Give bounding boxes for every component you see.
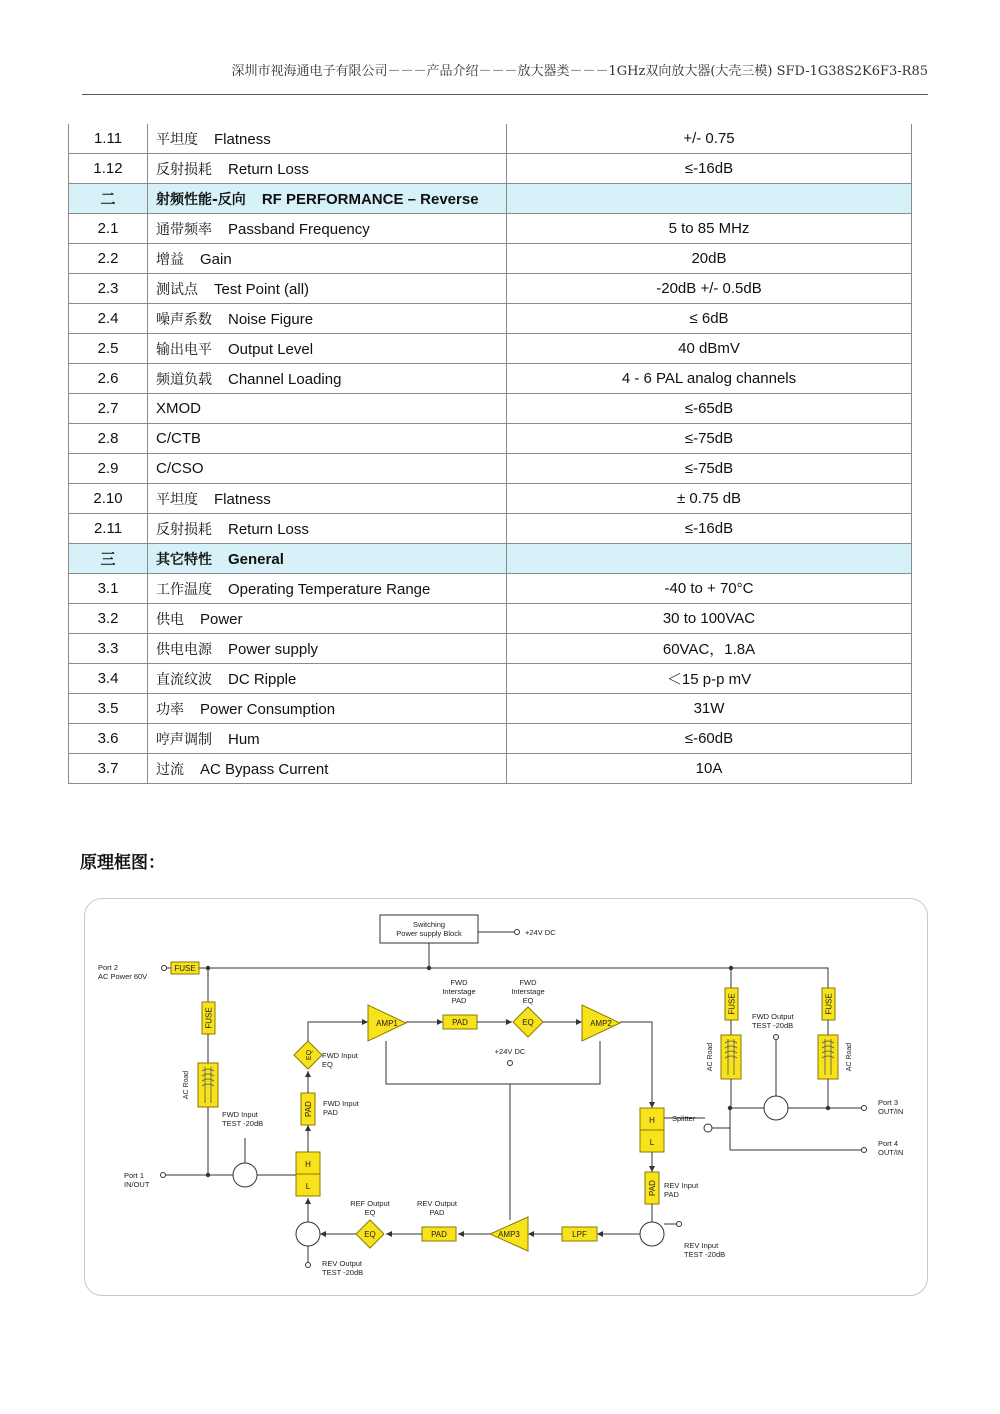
fwd-input-eq-label: EQ bbox=[306, 1049, 313, 1061]
port3-connector bbox=[862, 1106, 867, 1111]
fwd-interstage-eq-label: FWD bbox=[519, 978, 537, 987]
parameter-name-en: AC Bypass Current bbox=[200, 760, 329, 778]
splitter bbox=[704, 1124, 712, 1132]
page-header: 深圳市视海通电子有限公司－－－产品介绍－－－放大器类－－－1GHz双向放大器(大壳三模) SFD-1G38S2K6F3-R85 bbox=[231, 64, 928, 79]
rev-input-pad-label: REV Input bbox=[664, 1181, 699, 1190]
port1-label: Port 1 bbox=[124, 1171, 145, 1180]
parameter-name-en: General bbox=[228, 550, 284, 568]
parameter-name-en: Noise Figure bbox=[228, 310, 314, 328]
parameter-value: 4 - 6 PAL analog channels bbox=[507, 364, 912, 394]
parameter-value: ≤-16dB bbox=[507, 154, 912, 184]
amp1-label: AMP1 bbox=[376, 1019, 398, 1028]
parameter-value: ≤-65dB bbox=[507, 394, 912, 424]
parameter-value: 10A bbox=[507, 754, 912, 784]
row-number: 3.2 bbox=[69, 604, 148, 634]
parameter-value: 20dB bbox=[507, 244, 912, 274]
parameter-name-en: C/CSO bbox=[156, 460, 204, 477]
fwd-input-eq-label: EQ bbox=[322, 1060, 333, 1069]
fwd-output-test-coupler bbox=[764, 1096, 788, 1120]
diplexer-right-l-label: L bbox=[649, 1138, 655, 1147]
rev-input-test-label: REV Input bbox=[684, 1241, 719, 1250]
rev-input-test-port bbox=[677, 1222, 682, 1227]
row-number: 2.2 bbox=[69, 244, 148, 274]
rev-output-test-label: TEST -20dB bbox=[322, 1268, 364, 1277]
parameter-name-en: Flatness bbox=[214, 130, 271, 148]
dc-distribution-line bbox=[386, 1041, 600, 1084]
port3-label: OUT/IN bbox=[878, 1107, 904, 1116]
amp2-label: AMP2 bbox=[590, 1019, 612, 1028]
parameter-value: ≤-75dB bbox=[507, 424, 912, 454]
row-number: 2.8 bbox=[69, 424, 148, 454]
power-supply-label: Switching bbox=[412, 920, 446, 929]
port1-label: IN/OUT bbox=[124, 1180, 150, 1189]
row-number: 3.7 bbox=[69, 754, 148, 784]
fwd-path-line bbox=[308, 1022, 368, 1041]
port4-label: Port 4 bbox=[878, 1139, 899, 1148]
parameter-value: ≤ 6dB bbox=[507, 304, 912, 334]
parameter-name-zh: 射频性能-反向 bbox=[156, 191, 246, 208]
dc-24v-inner-label: +24V DC bbox=[494, 1047, 526, 1056]
row-number: 2.7 bbox=[69, 394, 148, 424]
fwd-input-test-label: TEST -20dB bbox=[222, 1119, 264, 1128]
fwd-input-pad-label: PAD bbox=[304, 1101, 313, 1117]
parameter-value: ≤-75dB bbox=[507, 454, 912, 484]
parameter-name-en: Return Loss bbox=[228, 520, 309, 538]
junction-dot bbox=[728, 1106, 732, 1110]
row-number: 2.11 bbox=[69, 514, 148, 544]
diplexer-left-h-label: H bbox=[305, 1160, 311, 1169]
parameter-name-en: Return Loss bbox=[228, 160, 309, 178]
rev-output-test-label: REV Output bbox=[322, 1259, 363, 1268]
fwd-interstage-pad-label: PAD bbox=[451, 996, 467, 1005]
parameter-name-zh: 功率 bbox=[156, 701, 184, 718]
parameter-name-zh: 测试点 bbox=[156, 281, 198, 298]
fuse-mid-label: FUSE bbox=[727, 993, 737, 1015]
parameter-name-zh: 供电电源 bbox=[156, 641, 212, 658]
ac-power-bus bbox=[199, 968, 828, 988]
row-number: 2.9 bbox=[69, 454, 148, 484]
row-number: 3.3 bbox=[69, 634, 148, 664]
row-number: 3.6 bbox=[69, 724, 148, 754]
ac-road-label-right: AC Road bbox=[846, 1042, 853, 1072]
ref-output-eq-label: REF Output bbox=[350, 1199, 390, 1208]
lpf-label: LPF bbox=[572, 1230, 587, 1239]
parameter-name-zh: 平坦度 bbox=[156, 131, 198, 148]
port3-label: Port 3 bbox=[878, 1098, 899, 1107]
fwd-interstage-eq-label: EQ bbox=[522, 996, 534, 1005]
parameter-name-zh: 通带频率 bbox=[156, 221, 212, 238]
parameter-name-zh: 哼声调制 bbox=[156, 731, 212, 748]
rev-input-pad-label: PAD bbox=[664, 1190, 679, 1199]
power-supply-label: Power supply Block bbox=[396, 929, 462, 938]
rev-output-test-coupler bbox=[296, 1222, 320, 1246]
parameter-value: 40 dBmV bbox=[507, 334, 912, 364]
row-number: 2.3 bbox=[69, 274, 148, 304]
parameter-name-zh: 工作温度 bbox=[156, 581, 212, 598]
rev-input-test-coupler bbox=[640, 1222, 664, 1246]
fwd-interstage-pad-label: Interstage bbox=[442, 987, 476, 996]
parameter-name-en: Operating Temperature Range bbox=[228, 580, 431, 598]
fwd-output-test-label: TEST -20dB bbox=[752, 1021, 794, 1030]
fuse-right-label: FUSE bbox=[824, 993, 834, 1015]
row-number: 1.12 bbox=[69, 154, 148, 184]
fwd-input-eq-label: FWD Input bbox=[322, 1051, 358, 1060]
splitter-label: Splitter bbox=[672, 1114, 696, 1123]
ac-road-coil-right bbox=[818, 1035, 838, 1079]
parameter-name-zh: 其它特性 bbox=[156, 551, 212, 568]
parameter-name-zh: 供电 bbox=[156, 611, 184, 628]
fwd-interstage-eq-label: Interstage bbox=[511, 987, 545, 996]
fwd-interstage-eq-label: EQ bbox=[522, 1018, 534, 1027]
parameter-name-zh: 噪声系数 bbox=[156, 311, 212, 328]
diagram-title: 原理框图： bbox=[80, 853, 165, 873]
row-number: 3.5 bbox=[69, 694, 148, 724]
parameter-name-en: Power Consumption bbox=[200, 700, 336, 718]
ref-output-eq-label: EQ bbox=[364, 1208, 376, 1217]
parameter-name-zh: 频道负载 bbox=[156, 371, 212, 388]
fwd-interstage-pad-label: FWD bbox=[450, 978, 468, 987]
parameter-name-en: DC Ripple bbox=[228, 670, 297, 688]
parameter-name-en: RF PERFORMANCE – Reverse bbox=[261, 190, 479, 208]
parameter-name-en: C/CTB bbox=[156, 430, 201, 447]
port4-connector bbox=[862, 1148, 867, 1153]
dc-24v-label: +24V DC bbox=[525, 928, 556, 937]
amp3-label: AMP3 bbox=[498, 1230, 520, 1239]
row-number: 三 bbox=[69, 544, 148, 574]
port4-label: OUT/IN bbox=[878, 1148, 904, 1157]
ac-road-label-mid: AC Road bbox=[707, 1042, 714, 1072]
port1-connector bbox=[161, 1173, 166, 1178]
fwd-input-pad-label: FWD Input bbox=[323, 1099, 359, 1108]
fwd-interstage-pad-label: PAD bbox=[452, 1018, 468, 1027]
port2-label: Port 2 bbox=[98, 963, 119, 972]
parameter-name-zh: 平坦度 bbox=[156, 491, 198, 508]
parameter-name-zh: 增益 bbox=[156, 251, 184, 268]
fwd-output-test-label: FWD Output bbox=[752, 1012, 794, 1021]
row-number: 2.1 bbox=[69, 214, 148, 244]
row-number: 2.10 bbox=[69, 484, 148, 514]
parameter-name-en: Channel Loading bbox=[228, 370, 342, 388]
parameter-name-zh: 反射损耗 bbox=[156, 521, 212, 538]
diplexer-right-h-label: H bbox=[649, 1116, 655, 1125]
row-number: 2.4 bbox=[69, 304, 148, 334]
rev-output-pad-label: REV Output bbox=[416, 1199, 458, 1208]
fuse-left-label: FUSE bbox=[204, 1007, 214, 1029]
parameter-value: 30 to 100VAC bbox=[507, 604, 912, 634]
parameter-name-en: Gain bbox=[200, 250, 232, 268]
row-number: 3.4 bbox=[69, 664, 148, 694]
ac-road-coil-mid bbox=[721, 1035, 741, 1079]
row-number: 二 bbox=[69, 184, 148, 214]
parameter-name-en: Flatness bbox=[214, 490, 271, 508]
parameter-name-en: Output Level bbox=[228, 340, 314, 358]
fuse-port2-label: FUSE bbox=[174, 964, 196, 973]
fwd-path-line bbox=[620, 1022, 652, 1108]
rev-input-test-label: TEST -20dB bbox=[684, 1250, 726, 1259]
port2-label: AC Power 60V bbox=[98, 972, 148, 981]
ac-road-coil-left bbox=[198, 1063, 218, 1107]
parameter-value: 5 to 85 MHz bbox=[507, 214, 912, 244]
parameter-value: 31W bbox=[507, 694, 912, 724]
parameter-name-en: Power bbox=[200, 610, 243, 628]
rev-output-pad-label: PAD bbox=[431, 1230, 447, 1239]
rev-input-pad-label: PAD bbox=[648, 1180, 657, 1196]
parameter-name-zh: 直流纹波 bbox=[156, 671, 212, 688]
fwd-input-pad-label: PAD bbox=[323, 1108, 338, 1117]
row-number: 2.6 bbox=[69, 364, 148, 394]
dc-out-port bbox=[515, 930, 520, 935]
parameter-value: -20dB +/- 0.5dB bbox=[507, 274, 912, 304]
parameter-value: ± 0.75 dB bbox=[507, 484, 912, 514]
ref-output-eq-label: EQ bbox=[364, 1230, 376, 1239]
rev-output-pad-label: PAD bbox=[429, 1208, 445, 1217]
parameter-value: ≤-16dB bbox=[507, 514, 912, 544]
junction-dot bbox=[427, 966, 431, 970]
parameter-name-en: Power supply bbox=[228, 640, 319, 658]
parameter-value: 60VAC，1.8A bbox=[507, 634, 912, 664]
fwd-input-test-label: FWD Input bbox=[222, 1110, 258, 1119]
ac-road-label-left: AC Road bbox=[183, 1070, 190, 1100]
row-number: 1.11 bbox=[69, 124, 148, 154]
parameter-name-zh: 反射损耗 bbox=[156, 161, 212, 178]
parameter-value: ≤-60dB bbox=[507, 724, 912, 754]
parameter-name-zh: 过流 bbox=[156, 761, 184, 778]
fwd-input-test-coupler bbox=[233, 1163, 257, 1187]
parameter-name-en: Test Point (all) bbox=[214, 280, 310, 298]
diplexer-left-l-label: L bbox=[305, 1182, 311, 1191]
dc-24v-node bbox=[508, 1061, 513, 1066]
rev-output-test-port bbox=[306, 1263, 311, 1268]
fwd-output-test-port bbox=[774, 1035, 779, 1040]
parameter-name-zh: 输出电平 bbox=[156, 341, 212, 358]
parameter-value: +/- 0.75 bbox=[507, 124, 912, 154]
row-number: 3.1 bbox=[69, 574, 148, 604]
parameter-value: -40 to + 70°C bbox=[507, 574, 912, 604]
parameter-name-en: Hum bbox=[228, 730, 260, 748]
parameter-name-en: XMOD bbox=[156, 400, 201, 417]
port2-connector bbox=[162, 966, 167, 971]
junction-dot bbox=[206, 1173, 210, 1177]
parameter-name-en: Passband Frequency bbox=[228, 220, 370, 238]
row-number: 2.5 bbox=[69, 334, 148, 364]
parameter-value: ＜15 p-p mV bbox=[507, 664, 912, 694]
